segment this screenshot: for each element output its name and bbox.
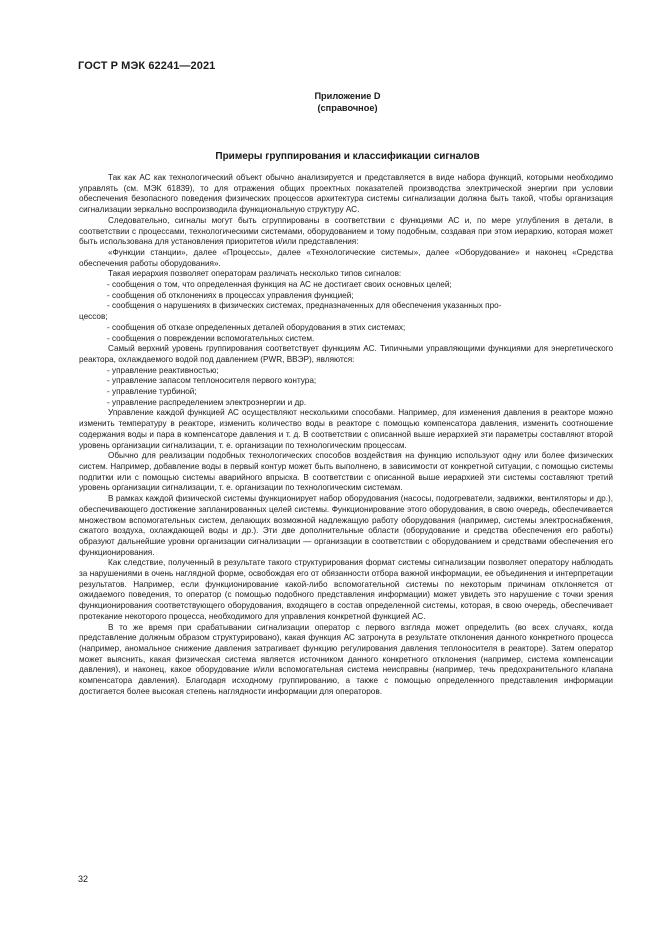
list-item: - сообщения о том, что определенная функция на АС не достигает своих основных целей; bbox=[107, 280, 452, 290]
paragraph: Управление каждой функцией АС осуществляют несколькими способами. Например, для изменения давления в реакторе можно изменить температуру в реакторе, изменить количество воды в реакторе с помощью компенсатора давления, изменить соотношение содержания воды и пара в компенсаторе давления и т. д. В соответствии с описанной выше иерархией эти параметры составляют второй уровень организации сигнализации, т. е. организации по технологическим процессам. bbox=[79, 408, 613, 450]
paragraph: «Функции станции», далее «Процессы», далее «Технологические системы», далее «Оборудование» и наконец «Средства обеспечения работы оборудования». bbox=[79, 247, 613, 268]
list-item: - управление турбиной; bbox=[107, 387, 197, 397]
page-number: 32 bbox=[78, 874, 89, 884]
paragraph: Самый верхний уровень группирования соответствует функциям АС. Типичными управляющими функциями для энергетического реактора, охлаждаемого водой под давлением (PWR, ВВЭР), являются: bbox=[79, 344, 613, 364]
paragraph: Обычно для реализации подобных технологических способов воздействия на функцию используют одну или более физических систем. Например, добавление воды в первый контур может быть выполнено, в зависимости от конкретной ситуации, с помощью системы подпитки или с помощью системы аварийного впрыска. В соответствии с описанной выше иерархией эти системы составляют третий уровень организации сигнализации, т. е. организации по технологическим системам. bbox=[79, 451, 613, 493]
list-item: - сообщения об отказе определенных деталей оборудования в этих системах; bbox=[107, 322, 406, 332]
paragraph: Такая иерархия позволяет операторам различать несколько типов сигналов: bbox=[108, 269, 402, 279]
list-item-continuation: цессов; bbox=[79, 312, 108, 322]
appendix-label: Приложение D bbox=[314, 91, 381, 101]
section-title: Примеры группирования и классификации сигналов bbox=[215, 151, 480, 162]
list-item: - сообщения о нарушениях в физических системах, предназначенных для обеспечения указанных про- bbox=[107, 301, 502, 311]
paragraph: Следовательно, сигналы могут быть сгруппированы в соответствии с функциями АС и, по мере углубления в детали, в соответствии с процессами, технологическими системами, оборудованием и тому подобным, создавая при этом иерархию, которая может быть использована для установления приоритетов и/или представления: bbox=[79, 215, 613, 247]
list-item: - управление распределением электроэнергии и др. bbox=[107, 397, 307, 407]
list-item: - сообщения о повреждении вспомогательных систем. bbox=[107, 333, 315, 343]
appendix-note: (справочное) bbox=[317, 103, 378, 113]
document-header: ГОСТ Р МЭК 62241—2021 bbox=[78, 60, 216, 72]
paragraph: В то же время при срабатывании сигнализации оператор с первого взгляда может определить (во всех случаях, когда представление должным образом структурировано), какая функция АС затронута в результате отклонения данного конкретного процесса (например, аномальное снижение давления затрагивает функцию регулирования давления теплоносителя в реакторе). Затем оператор может выяснить, какая физическая система является источником данного конкретного отклонения (например, система компенсации давления), и наконец, какое оборудование и/или вспомогательная система неисправны (например, течь предохранительного клапана компенсатора давления). Благодаря исходному группированию, а также с помощью определенного представления информации достигается более высокая степень наглядности информации для операторов. bbox=[79, 622, 613, 696]
paragraph: В рамках каждой физической системы функционирует набор оборудования (насосы, подогреватели, задвижки, вентиляторы и др.), обеспечивающего достижение запланированных целей системы. Функционирование этого оборудования, в свою очередь, обеспечивается множеством вспомогательных систем, делающих возможной надлежащую работу оборудования (например, системы электроснабжения, сжатого воздуха, охлаждающей воды и др.). Эти две дополнительные области (оборудование и средства обеспечения его работы) образуют дальнейшие уровни организации сигнализации — организации в соответствии с оборудованием и средствами обеспечения его функционирования. bbox=[79, 494, 613, 557]
list-item: - управление реактивностью; bbox=[107, 365, 219, 375]
list-item: - управление запасом теплоносителя первого контура; bbox=[107, 376, 317, 386]
paragraph: Так как АС как технологический объект обычно анализируется и представляется в виде набора функций, которыми необходимо управлять (см. МЭК 61839), то для отражения общих проектных показателей производства электрической энергии при условии обеспечения безопасного поведения физических процессов архитектура системы сигнализации должна быть такой, чтобы организация сигнализации зеркально воспроизводила функциональную структуру АС. bbox=[79, 173, 613, 215]
document-body bbox=[79, 173, 613, 697]
list-item: - сообщения об отклонениях в процессах управления функцией; bbox=[107, 290, 354, 300]
paragraph: Как следствие, полученный в результате такого структурирования формат системы сигнализации позволяет оператору наблюдать за нарушениями в очень наглядной форме, освобождая его от обязанности отбора важной информации, ее объединения и интерпретации результатов. Например, если функционирование какой-либо вспомогательной системы по некоторым причинам отклоняется от ожидаемого поведения, то оператор (с помощью подобного представления информации) может увидеть это нарушение с точки зрения функционирования соответствующего оборудования, входящего в состав определенной системы, которая, в свою очередь, обеспечивает протекание некоторого процесса, необходимого для управления конкретной функцией АС. bbox=[79, 558, 613, 621]
appendix-heading bbox=[0, 90, 661, 114]
